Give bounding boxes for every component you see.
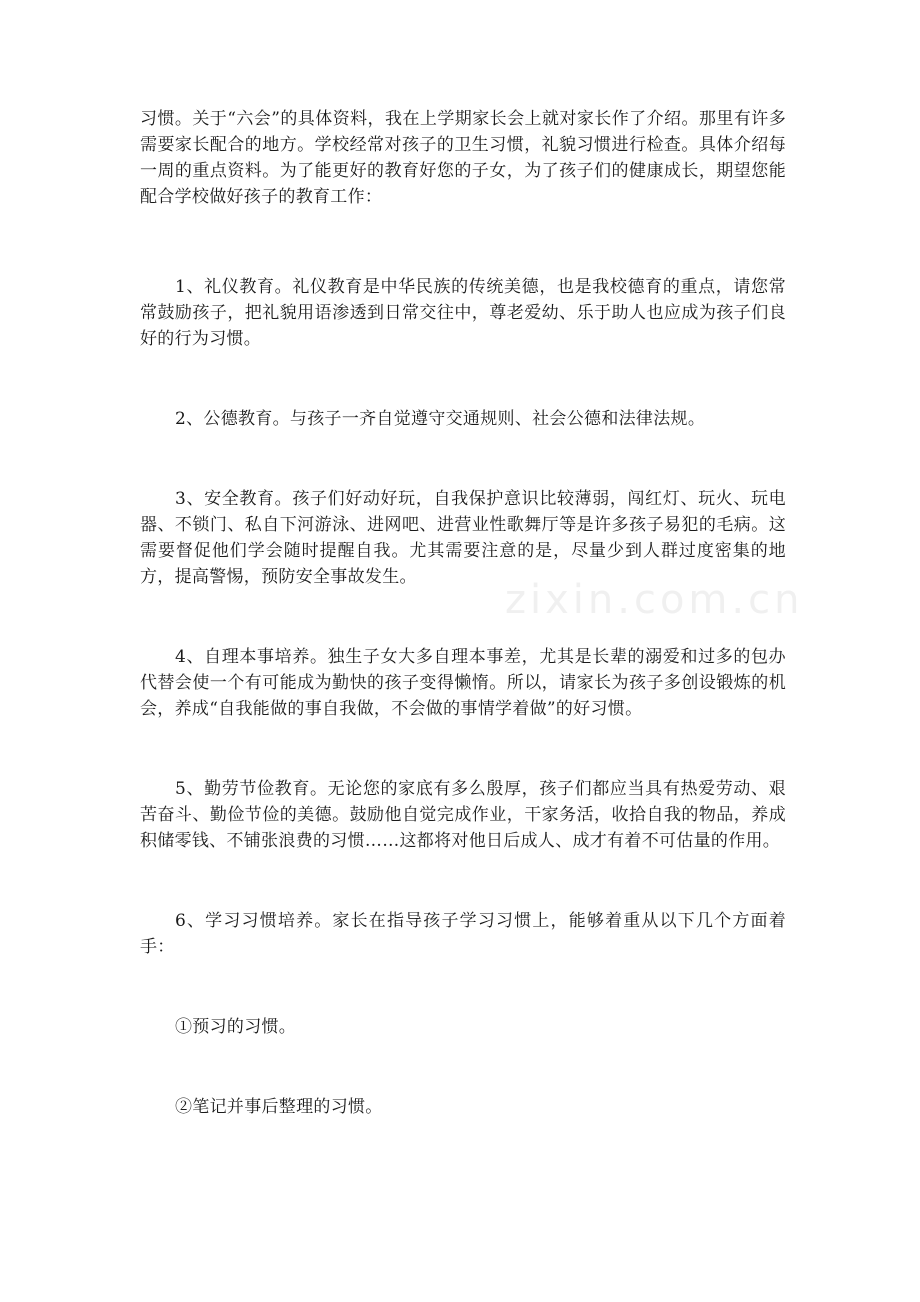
intro-paragraph: 习惯。关于“六会”的具体资料，我在上学期家长会上就对家长作了介绍。那里有许多需要家长配合的地方。学校经常对孩子的卫生习惯，礼貌习惯进行检查。具体介绍每一周的重点资料。为了能更好的教育好您的子女，为了孩子们的健康成长，期望您能配合学校做好孩子的教育工作： (140, 109, 786, 207)
watermark: zixin.com.cn (505, 577, 804, 623)
item-safety-education: 3、安全教育。孩子们好动好玩，自我保护意识比较薄弱，闯红灯、玩火、玩电器、不锁门、私自下河游泳、进网吧、进营业性歌舞厅等是许多孩子易犯的毛病。这需要督促他们学会随时提醒自我。尤其需要注意的是，尽量少到人群过度密集的地方，提高警惕，预防安全事故发生。 (140, 489, 786, 587)
document-page (140, 106, 786, 1286)
sub-item-preview-habit: ①预习的习惯。 (175, 1017, 297, 1037)
item-public-morality-education: 2、公德教育。与孩子一齐自觉遵守交通规则、社会公德和法律法规。 (175, 409, 706, 429)
document-body (140, 106, 786, 1120)
sub-item-notes-habit: ②笔记并事后整理的习惯。 (175, 1097, 383, 1117)
item-thrift-education: 5、勤劳节俭教育。无论您的家底有多么殷厚，孩子们都应当具有热爱劳动、艰苦奋斗、勤俭节俭的美德。鼓励他自觉完成作业，干家务活，收拾自我的物品，养成积储零钱、不铺张浪费的习惯……这都将对他日后成人、成才有着不可估量的作用。 (140, 779, 786, 851)
item-study-habits: 6、学习习惯培养。家长在指导孩子学习习惯上，能够着重从以下几个方面着手： (140, 911, 786, 957)
item-etiquette-education: 1、礼仪教育。礼仪教育是中华民族的传统美德，也是我校德育的重点，请您常常鼓励孩子，把礼貌用语渗透到日常交往中，尊老爱幼、乐于助人也应成为孩子们良好的行为习惯。 (140, 277, 786, 349)
item-self-care-training: 4、自理本事培养。独生子女大多自理本事差，尤其是长辈的溺爱和过多的包办代替会使一个有可能成为勤快的孩子变得懒惰。所以，请家长为孩子多创设锻炼的机会，养成“自我能做的事自我做，不会做的事情学着做”的好习惯。 (140, 647, 786, 719)
